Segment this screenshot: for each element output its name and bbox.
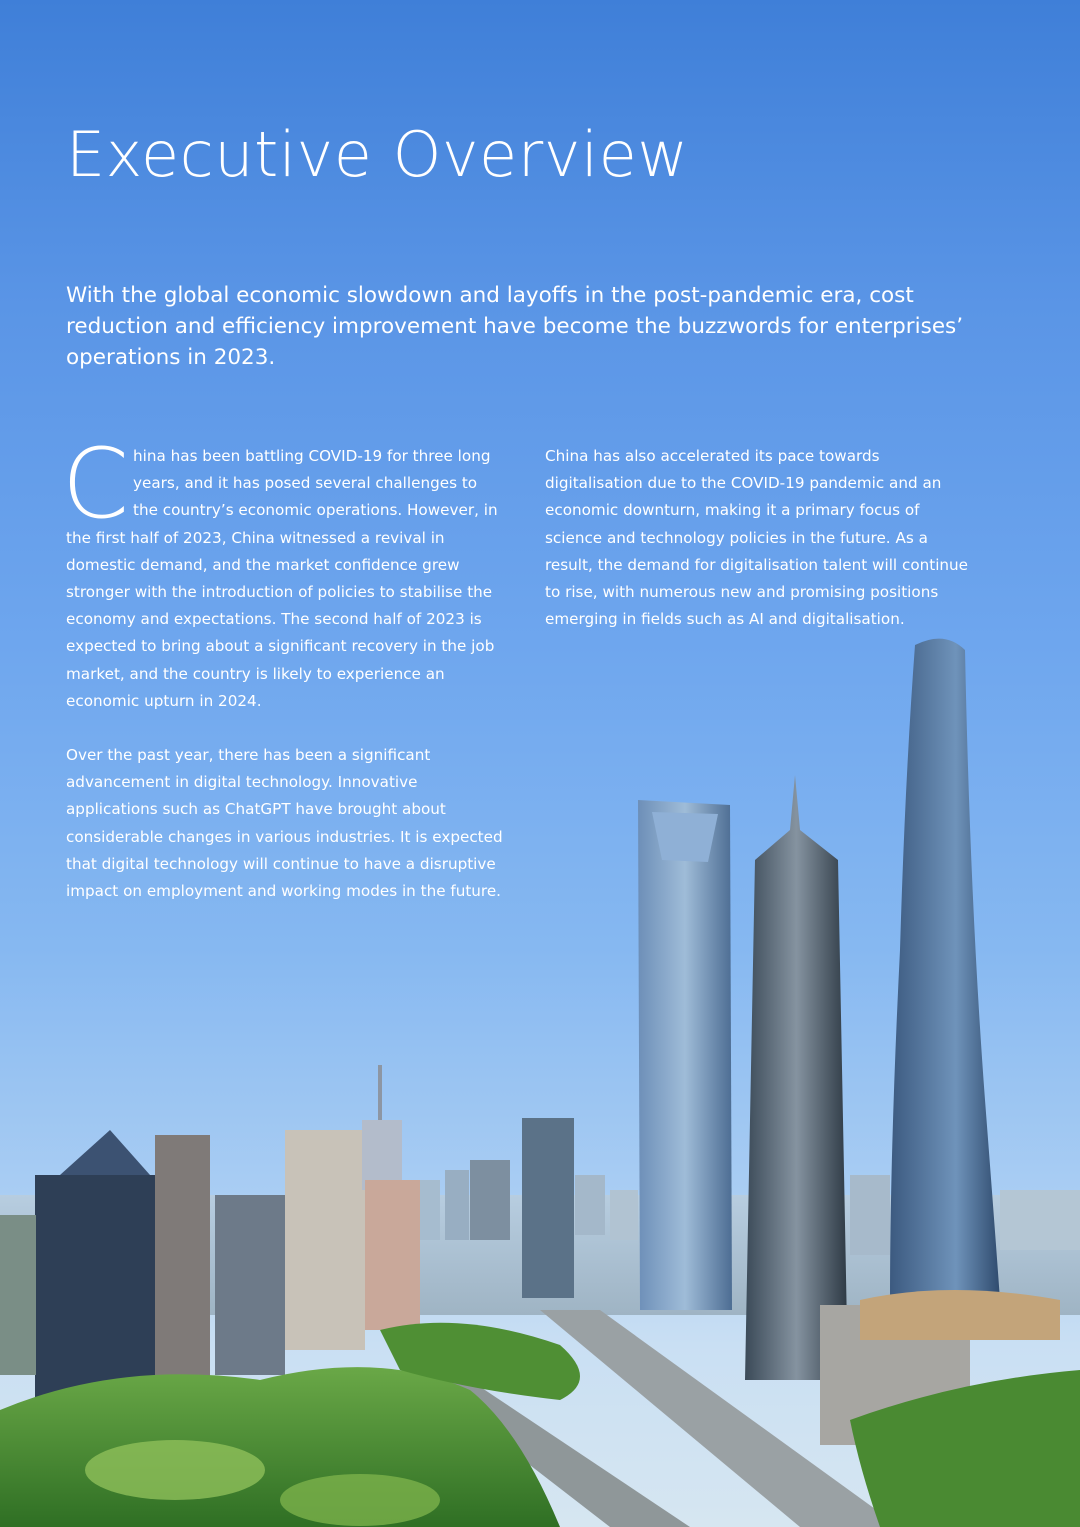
lead-paragraph: With the global economic slowdown and layoffs in the post-pandemic era, cost reduction and efficiency improvement have become the buzzwords for enterprises’ operations in 2023. [66, 283, 964, 370]
drop-cap: C [62, 428, 130, 540]
world-financial-center [638, 800, 732, 1310]
right-paragraph-1: China has also accelerated its pace towards digitalisation due to the COVID-19 pandemic and an economic downturn, making it a primary focus of science and technology policies in the future. As a result, the demand for digitalisation talent will continue to rise, with numerous new and promising positions emerging in fields such as AI and digitalisation. [545, 447, 969, 629]
shanghai-tower [890, 639, 1000, 1300]
page-title: Executive Overview [66, 118, 689, 191]
left-paragraph-2: Over the past year, there has been a significant advancement in digital technology. Innovative applications such as ChatGPT have brought about considerable changes in various industries. It is expected that digital technology will continue to have a disruptive impact on employment and working modes in the future. [66, 746, 503, 901]
left-tower-white [285, 1130, 365, 1350]
left-paragraph-1-text: hina has been battling COVID-19 for three long years, and it has posed several challenges to the country’s economic operations. However, in the first half of 2023, China witnessed a revival in domestic demand, and the market confidence grew stronger with the introduction of policies to stabilise the economy and expectations. The second half of 2023 is expected to bring about a significant recovery in the job market, and the country is likely to experience an economic upturn in 2024. [66, 447, 498, 710]
mid-glass-tower [522, 1118, 574, 1298]
jin-mao-tower [745, 775, 848, 1380]
city-skyline-photo [0, 620, 1080, 1527]
left-tower-dark [35, 1175, 175, 1400]
right-column [545, 443, 975, 633]
